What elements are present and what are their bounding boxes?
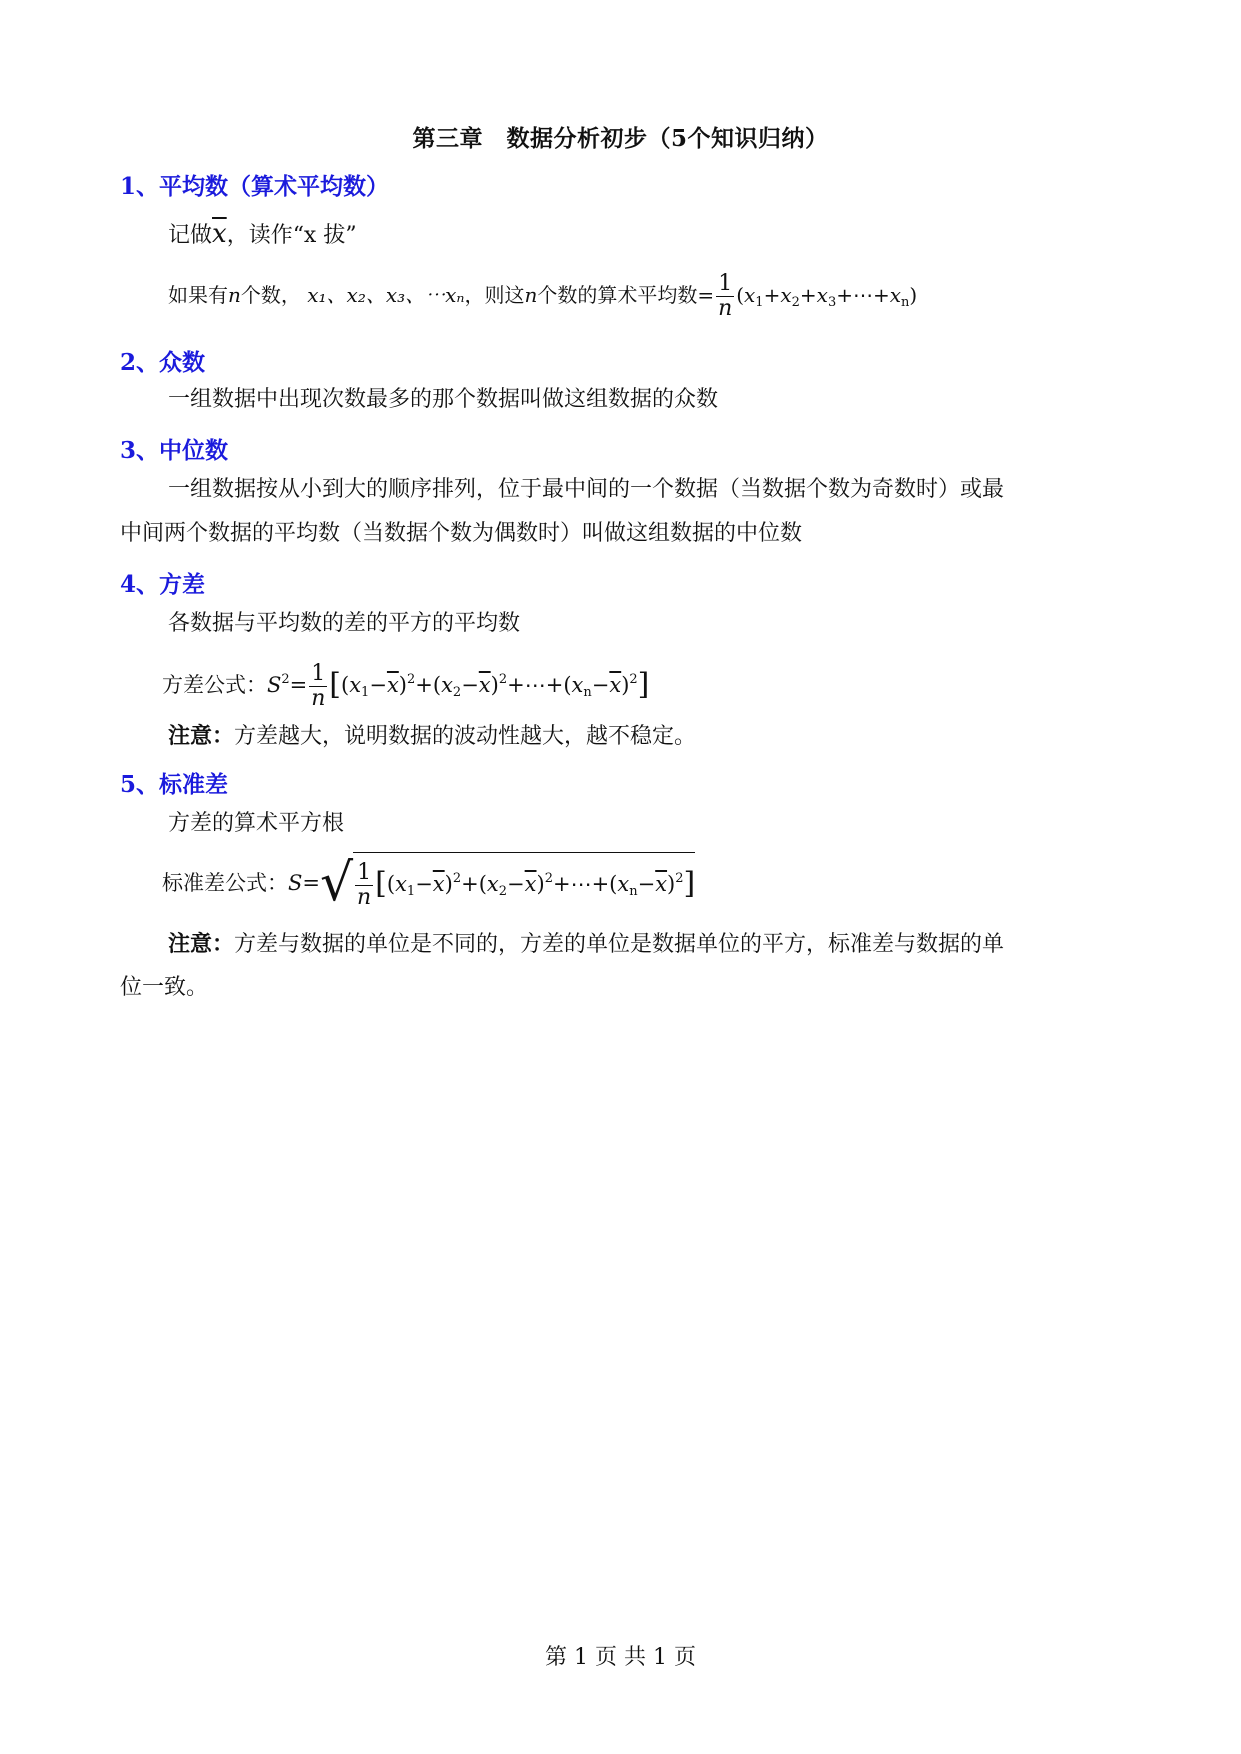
std-dev-formula-label: 标准差公式： [162,871,288,895]
variance-formula-line [162,658,649,715]
median-definition-line1: 一组数据按从小到大的顺序排列，位于最中间的一个数据（当数据个数为奇数时）或最 [168,477,1005,502]
x-bar-symbol: $\overline{x}$ [212,219,227,249]
mean-sum-formula: $(x_1+x_2+x_3+\cdots+x_n)$ [736,283,918,310]
sequence-formula: x₁、x₂、x₃、⋯xₙ [307,283,465,307]
mean-definition-line [168,272,917,325]
n-variable-2: n [524,283,538,307]
variance-note-label: 注意： [168,723,235,749]
n-variable: n [228,283,241,307]
mean-notation-suffix: ，读作“x 拔” [226,223,357,248]
mean-def-mid3: 个数的算术平均数= [537,283,715,307]
variance-formula-label: 方差公式： [162,673,267,697]
section-heading-variance: 4、方差 [120,571,206,598]
section-heading-median: 3、中位数 [120,437,229,464]
std-dev-definition: 方差的算术平方根 [168,811,345,836]
mean-notation-line [168,212,357,258]
median-definition-line2: 中间两个数据的平均数（当数据个数为偶数时）叫做这组数据的中位数 [120,521,803,546]
variance-formula: $S^2=$ $\frac{1}{n}$ $[(x_1-\overline{x})^2+(x_2-\overline{x})^2+\cdots+(x_n-\overline{x})^2]$ [267,661,650,711]
variance-definition: 各数据与平均数的差的平方的平均数 [168,611,521,636]
variance-note-text: 方差越大，说明数据的波动性越大，越不稳定。 [234,724,697,749]
std-dev-note-text: 方差与数据的单位是不同的，方差的单位是数据单位的平方，标准差与数据的单 [234,932,1005,957]
section-heading-mean: 1、平均数（算术平均数） [120,173,390,200]
mean-def-mid1: 个数， [240,283,301,307]
std-dev-formula-line [162,852,695,914]
section-heading-mode: 2、众数 [120,349,206,376]
section-heading-std-dev: 5、标准差 [120,771,229,798]
std-dev-note-label: 注意： [168,931,235,957]
mean-notation-prefix: 记做 [168,223,213,248]
mode-definition: 一组数据中出现次数最多的那个数据叫做这组数据的众数 [168,387,719,412]
variance-note [168,714,696,759]
fraction-1-over-n: $\frac{1}{n}$ [718,271,733,321]
std-dev-note-line2: 位一致。 [120,975,209,1000]
std-dev-formula: S= [288,871,320,895]
std-dev-note-line1 [168,922,1004,967]
mean-def-prefix: 如果有 [168,283,228,307]
page-title: 第三章 数据分析初步（5个知识归纳） [412,125,829,152]
mean-def-mid2: ，则这 [464,283,525,307]
page-footer: 第 1 页 共 1 页 [545,1645,696,1670]
square-root: √ $\frac{1}{n}$ $[(x_1-\overline{x})^2+(x_2-\overline{x})^2+\cdots+(x_n-\overline{x})^2]$ [320,853,696,913]
